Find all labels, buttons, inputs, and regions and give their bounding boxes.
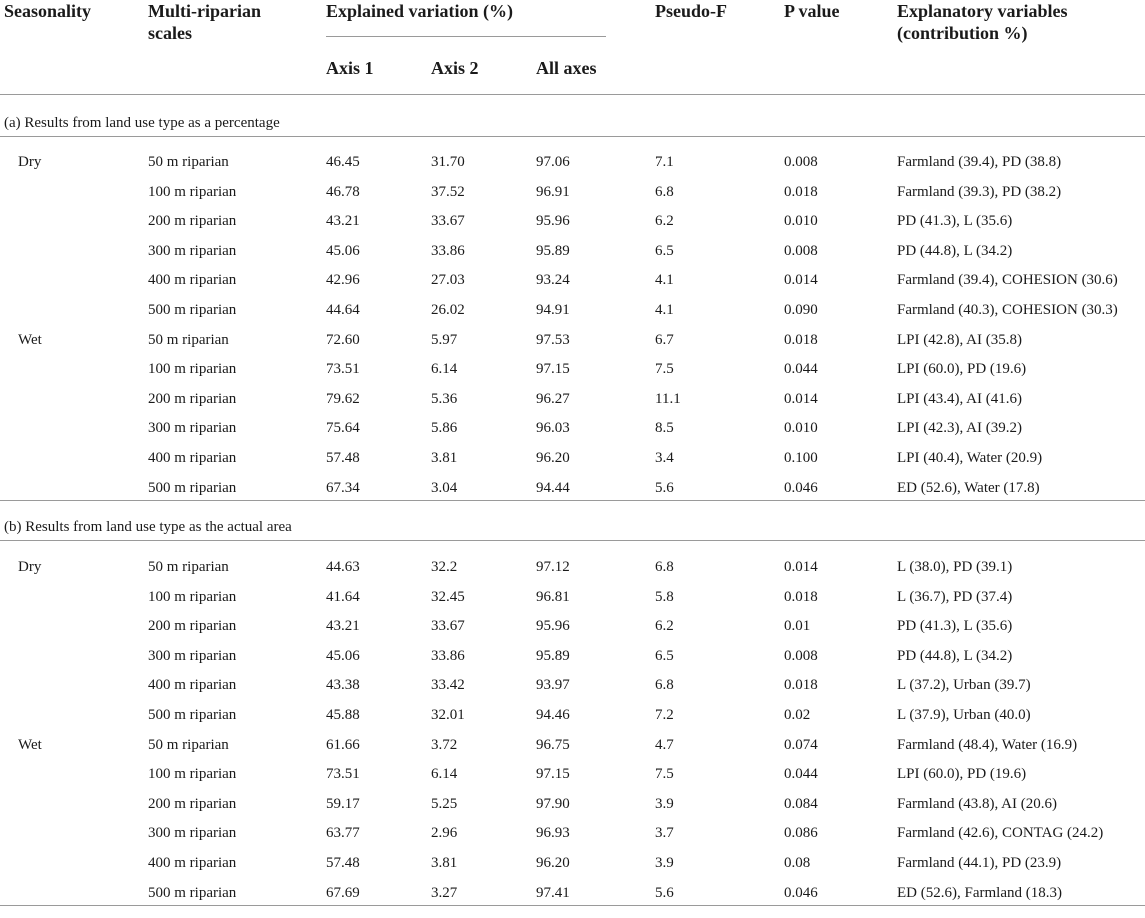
- cell-all-axes: 94.91: [536, 302, 570, 318]
- cell-axis1: 42.96: [326, 272, 360, 289]
- cell-pseudo-f: 3.7: [655, 825, 674, 842]
- table-row: [0, 153, 1145, 183]
- cell-explanatory-variables: ED (52.6), Water (17.8): [897, 479, 1040, 496]
- cell-pseudo-f: 4.7: [655, 736, 674, 753]
- cell-pseudo-f: 6.2: [655, 213, 674, 230]
- cell-axis1: 46.45: [326, 154, 360, 170]
- cell-all-axes: 94.44: [536, 479, 570, 496]
- cell-explanatory-variables: L (38.0), PD (39.1): [897, 559, 1013, 575]
- cell-axis2: 5.86: [431, 420, 458, 437]
- header-explained-variation: Explained variation (%): [326, 1, 514, 21]
- cell-pseudo-f: 5.6: [655, 884, 674, 901]
- table-row: [0, 588, 1145, 618]
- cell-all-axes: 97.41: [536, 884, 570, 901]
- cell-explanatory-variables: PD (44.8), L (34.2): [897, 647, 1013, 664]
- cell-explanatory-variables: Farmland (40.3), COHESION (30.3): [897, 302, 1118, 318]
- cell-p-value: 0.074: [784, 736, 818, 753]
- cell-explanatory-variables: PD (41.3), L (35.6): [897, 213, 1013, 230]
- cell-explanatory-variables: Farmland (39.4), COHESION (30.6): [897, 272, 1118, 289]
- table-row: [0, 331, 1145, 361]
- cell-axis2: 33.42: [431, 677, 465, 694]
- cell-axis2: 32.01: [431, 707, 465, 723]
- cell-pseudo-f: 6.5: [655, 242, 674, 259]
- cell-pseudo-f: 6.8: [655, 677, 674, 694]
- table-row: [0, 558, 1145, 588]
- cell-axis2: 33.67: [431, 618, 465, 635]
- cell-all-axes: 97.15: [536, 766, 570, 783]
- cell-p-value: 0.046: [784, 884, 818, 901]
- cell-pseudo-f: 7.2: [655, 707, 674, 723]
- cell-scale: 500 m riparian: [148, 884, 237, 901]
- cell-pseudo-f: 5.8: [655, 588, 674, 605]
- cell-scale: 500 m riparian: [148, 707, 237, 723]
- table-row: [0, 449, 1145, 479]
- cell-p-value: 0.014: [784, 272, 818, 289]
- cell-scale: 200 m riparian: [148, 213, 237, 230]
- cell-scale: 100 m riparian: [148, 588, 237, 605]
- cell-axis1: 73.51: [326, 766, 360, 783]
- section-rule-a: [0, 136, 1145, 137]
- cell-axis1: 63.77: [326, 825, 360, 842]
- cell-scale: 500 m riparian: [148, 479, 237, 496]
- cell-explanatory-variables: PD (41.3), L (35.6): [897, 618, 1013, 635]
- table-row: [0, 676, 1145, 706]
- cell-scale: 300 m riparian: [148, 647, 237, 664]
- cell-axis1: 46.78: [326, 183, 360, 200]
- cell-explanatory-variables: ED (52.6), Farmland (18.3): [897, 884, 1062, 901]
- cell-explanatory-variables: L (36.7), PD (37.4): [897, 588, 1013, 605]
- cell-all-axes: 96.20: [536, 450, 570, 466]
- cell-axis2: 6.14: [431, 361, 458, 378]
- cell-pseudo-f: 4.1: [655, 302, 674, 318]
- cell-explanatory-variables: L (37.9), Urban (40.0): [897, 707, 1031, 723]
- header-axis2: Axis 2: [431, 58, 479, 78]
- cell-p-value: 0.008: [784, 242, 818, 259]
- cell-explanatory-variables: Farmland (39.4), PD (38.8): [897, 154, 1062, 170]
- cell-axis1: 41.64: [326, 588, 360, 605]
- cell-scale: 400 m riparian: [148, 677, 237, 694]
- header-scales-line2: scales: [148, 23, 192, 43]
- cell-axis2: 3.81: [431, 450, 458, 466]
- table-row: [0, 242, 1145, 272]
- cell-axis2: 31.70: [431, 154, 465, 170]
- cell-axis1: 59.17: [326, 795, 360, 812]
- header-all-axes: All axes: [536, 58, 597, 78]
- cell-axis1: 75.64: [326, 420, 360, 437]
- cell-axis1: 79.62: [326, 390, 360, 407]
- cell-seasonality: Dry: [18, 154, 42, 170]
- cell-all-axes: 95.89: [536, 647, 570, 664]
- header-scales-line1: Multi-riparian: [148, 1, 261, 21]
- table-row: [0, 212, 1145, 242]
- cell-p-value: 0.018: [784, 183, 818, 200]
- cell-p-value: 0.100: [784, 450, 818, 466]
- header-explanatory-line2: (contribution %): [897, 23, 1028, 43]
- cell-seasonality: Wet: [18, 331, 42, 348]
- cell-seasonality: Wet: [18, 736, 42, 753]
- table-row: [0, 419, 1145, 449]
- table-bottom-rule: [0, 905, 1145, 906]
- cell-all-axes: 96.93: [536, 825, 570, 842]
- table-row: [0, 390, 1145, 420]
- cell-all-axes: 96.81: [536, 588, 570, 605]
- cell-all-axes: 97.53: [536, 331, 570, 348]
- cell-axis1: 57.48: [326, 855, 360, 871]
- header-explanatory-line1: Explanatory variables: [897, 1, 1068, 21]
- cell-scale: 200 m riparian: [148, 795, 237, 812]
- header-p-value: P value: [784, 1, 840, 21]
- cell-all-axes: 97.15: [536, 361, 570, 378]
- cell-all-axes: 95.96: [536, 618, 570, 635]
- cell-scale: 500 m riparian: [148, 302, 237, 318]
- section-divider: [0, 500, 1145, 501]
- cell-scale: 200 m riparian: [148, 618, 237, 635]
- cell-scale: 400 m riparian: [148, 855, 237, 871]
- cell-axis2: 33.86: [431, 242, 465, 259]
- table-row: [0, 795, 1145, 825]
- cell-scale: 300 m riparian: [148, 825, 237, 842]
- table-row: [0, 824, 1145, 854]
- table-row: [0, 647, 1145, 677]
- cell-all-axes: 95.89: [536, 242, 570, 259]
- cell-explanatory-variables: LPI (60.0), PD (19.6): [897, 766, 1027, 783]
- cell-axis2: 33.67: [431, 213, 465, 230]
- cell-all-axes: 95.96: [536, 213, 570, 230]
- cell-seasonality: Dry: [18, 559, 42, 575]
- header-rule: [0, 94, 1145, 95]
- cell-axis1: 44.64: [326, 302, 360, 318]
- header-pseudo-f: Pseudo-F: [655, 1, 727, 21]
- cell-axis1: 45.06: [326, 647, 360, 664]
- cell-all-axes: 97.06: [536, 154, 570, 170]
- cell-axis1: 44.63: [326, 559, 360, 575]
- cell-pseudo-f: 6.2: [655, 618, 674, 635]
- cell-pseudo-f: 6.5: [655, 647, 674, 664]
- cell-axis1: 57.48: [326, 450, 360, 466]
- cell-scale: 200 m riparian: [148, 390, 237, 407]
- cell-pseudo-f: 6.7: [655, 331, 674, 348]
- cell-all-axes: 97.12: [536, 559, 570, 575]
- cell-axis2: 2.96: [431, 825, 458, 842]
- section-rule-b: [0, 540, 1145, 541]
- cell-p-value: 0.018: [784, 331, 818, 348]
- cell-pseudo-f: 5.6: [655, 479, 674, 496]
- cell-all-axes: 96.91: [536, 183, 570, 200]
- cell-p-value: 0.010: [784, 420, 818, 437]
- cell-all-axes: 96.27: [536, 390, 570, 407]
- table-row: [0, 884, 1145, 914]
- cell-axis1: 61.66: [326, 736, 360, 753]
- header-seasonality: Seasonality: [4, 1, 92, 21]
- cell-axis2: 32.45: [431, 588, 465, 605]
- cell-p-value: 0.008: [784, 154, 818, 170]
- cell-axis1: 72.60: [326, 331, 360, 348]
- header-subrule: [326, 36, 606, 37]
- cell-axis2: 3.81: [431, 855, 458, 871]
- cell-axis2: 37.52: [431, 183, 465, 200]
- cell-explanatory-variables: Farmland (44.1), PD (23.9): [897, 855, 1062, 871]
- cell-p-value: 0.08: [784, 855, 811, 871]
- cell-all-axes: 96.03: [536, 420, 570, 437]
- cell-scale: 100 m riparian: [148, 183, 237, 200]
- cell-pseudo-f: 7.5: [655, 766, 674, 783]
- cell-explanatory-variables: LPI (42.3), AI (39.2): [897, 420, 1022, 437]
- cell-axis2: 32.2: [431, 559, 458, 575]
- cell-explanatory-variables: Farmland (42.6), CONTAG (24.2): [897, 825, 1104, 842]
- section-title-b: (b) Results from land use type as the actual area: [4, 519, 292, 535]
- cell-axis2: 6.14: [431, 766, 458, 783]
- table-row: [0, 854, 1145, 884]
- cell-axis2: 3.04: [431, 479, 458, 496]
- cell-all-axes: 96.75: [536, 736, 570, 753]
- table-row: [0, 706, 1145, 736]
- cell-p-value: 0.084: [784, 795, 818, 812]
- cell-axis2: 33.86: [431, 647, 465, 664]
- cell-explanatory-variables: L (37.2), Urban (39.7): [897, 677, 1031, 694]
- cell-explanatory-variables: Farmland (39.3), PD (38.2): [897, 183, 1062, 200]
- cell-axis1: 67.34: [326, 479, 360, 496]
- cell-axis2: 3.72: [431, 736, 458, 753]
- cell-scale: 400 m riparian: [148, 450, 237, 466]
- cell-p-value: 0.010: [784, 213, 818, 230]
- section-title-a: (a) Results from land use type as a percentage: [4, 115, 280, 131]
- cell-all-axes: 93.24: [536, 272, 570, 289]
- cell-p-value: 0.046: [784, 479, 818, 496]
- table-row: [0, 301, 1145, 331]
- cell-all-axes: 94.46: [536, 707, 570, 723]
- table-row: [0, 271, 1145, 301]
- table-row: [0, 765, 1145, 795]
- cell-pseudo-f: 8.5: [655, 420, 674, 437]
- cell-scale: 300 m riparian: [148, 242, 237, 259]
- cell-axis1: 43.21: [326, 618, 360, 635]
- cell-p-value: 0.02: [784, 707, 811, 723]
- cell-explanatory-variables: Farmland (48.4), Water (16.9): [897, 736, 1078, 753]
- cell-axis2: 3.27: [431, 884, 458, 901]
- cell-axis1: 73.51: [326, 361, 360, 378]
- cell-pseudo-f: 6.8: [655, 559, 674, 575]
- header-axis1: Axis 1: [326, 58, 374, 78]
- cell-scale: 50 m riparian: [148, 154, 229, 170]
- cell-p-value: 0.086: [784, 825, 818, 842]
- cell-axis1: 45.06: [326, 242, 360, 259]
- cell-scale: 50 m riparian: [148, 559, 229, 575]
- cell-explanatory-variables: PD (44.8), L (34.2): [897, 242, 1013, 259]
- cell-axis2: 26.02: [431, 302, 465, 318]
- cell-pseudo-f: 7.5: [655, 361, 674, 378]
- table-row: [0, 360, 1145, 390]
- cell-scale: 50 m riparian: [148, 736, 229, 753]
- cell-p-value: 0.018: [784, 588, 818, 605]
- cell-axis1: 43.21: [326, 213, 360, 230]
- table-row: [0, 736, 1145, 766]
- cell-pseudo-f: 11.1: [655, 390, 681, 407]
- cell-pseudo-f: 4.1: [655, 272, 674, 289]
- cell-explanatory-variables: LPI (60.0), PD (19.6): [897, 361, 1027, 378]
- cell-scale: 100 m riparian: [148, 361, 237, 378]
- cell-p-value: 0.01: [784, 618, 811, 635]
- cell-scale: 50 m riparian: [148, 331, 229, 348]
- cell-p-value: 0.014: [784, 559, 818, 575]
- cell-all-axes: 96.20: [536, 855, 570, 871]
- cell-all-axes: 97.90: [536, 795, 570, 812]
- cell-all-axes: 93.97: [536, 677, 570, 694]
- table-row: [0, 479, 1145, 509]
- cell-explanatory-variables: Farmland (43.8), AI (20.6): [897, 795, 1057, 812]
- cell-p-value: 0.044: [784, 361, 818, 378]
- cell-axis2: 5.97: [431, 331, 458, 348]
- table-row: [0, 617, 1145, 647]
- cell-p-value: 0.008: [784, 647, 818, 664]
- cell-scale: 300 m riparian: [148, 420, 237, 437]
- cell-explanatory-variables: LPI (43.4), AI (41.6): [897, 390, 1022, 407]
- cell-p-value: 0.018: [784, 677, 818, 694]
- cell-axis1: 67.69: [326, 884, 360, 901]
- cell-axis2: 5.25: [431, 795, 458, 812]
- cell-pseudo-f: 7.1: [655, 154, 674, 170]
- cell-axis2: 27.03: [431, 272, 465, 289]
- cell-pseudo-f: 3.4: [655, 450, 674, 466]
- table-row: [0, 183, 1145, 213]
- cell-p-value: 0.044: [784, 766, 818, 783]
- cell-axis1: 45.88: [326, 707, 360, 723]
- cell-pseudo-f: 3.9: [655, 855, 674, 871]
- cell-axis1: 43.38: [326, 677, 360, 694]
- cell-scale: 400 m riparian: [148, 272, 237, 289]
- cell-p-value: 0.090: [784, 302, 818, 318]
- cell-explanatory-variables: LPI (42.8), AI (35.8): [897, 331, 1022, 348]
- cell-axis2: 5.36: [431, 390, 458, 407]
- cell-scale: 100 m riparian: [148, 766, 237, 783]
- cell-p-value: 0.014: [784, 390, 818, 407]
- cell-pseudo-f: 3.9: [655, 795, 674, 812]
- cell-explanatory-variables: LPI (40.4), Water (20.9): [897, 450, 1043, 466]
- cell-pseudo-f: 6.8: [655, 183, 674, 200]
